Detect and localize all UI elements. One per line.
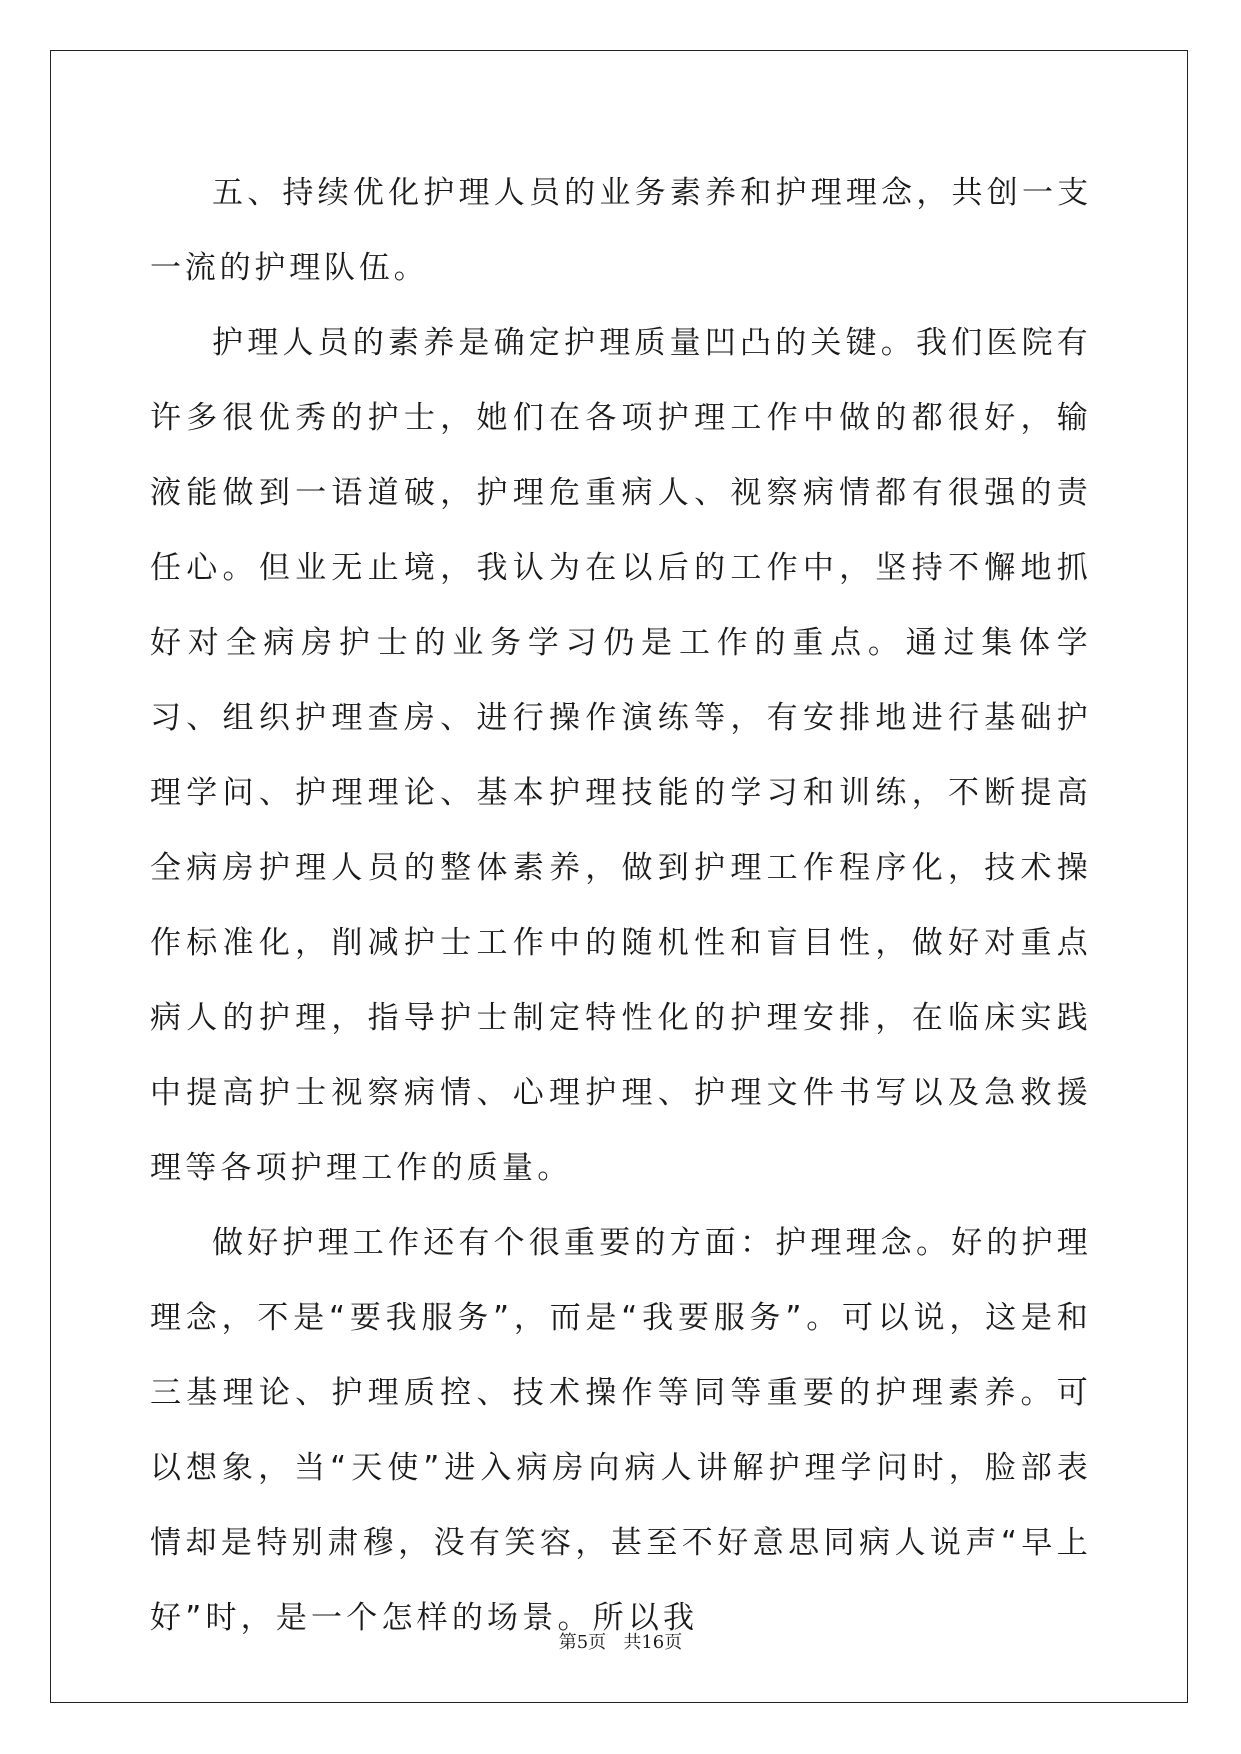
document-body — [150, 156, 1092, 1656]
footer-separator — [606, 1632, 623, 1653]
page-number: 第5页 — [558, 1632, 607, 1653]
page-total: 共16页 — [623, 1632, 683, 1653]
page-footer — [0, 1628, 1241, 1654]
body-paragraph-philosophy: 做好护理工作还有个很重要的方面：护理理念。好的护理理念，不是“要我服务”，而是“我要服务”。可以说，这是和三基理论、护理质控、技术操作等同等重要的护理素养。可以想象，当“天使”进入病房向病人讲解护理学问时，脸部表情却是特别肃穆，没有笑容，甚至不好意思同病人说声“早上好”时，是一个怎样的场景。所以我 — [150, 1225, 1092, 1636]
body-paragraph-quality: 护理人员的素养是确定护理质量凹凸的关键。我们医院有许多很优秀的护士，她们在各项护理工作中做的都很好，输液能做到一语道破，护理危重病人、视察病情都有很强的责任心。但业无止境，我认为在以后的工作中，坚持不懈地抓好对全病房护士的业务学习仍是工作的重点。通过集体学习、组织护理查房、进行操作演练等，有安排地进行基础护理学问、护理理论、基本护理技能的学习和训练，不断提高全病房护理人员的整体素养，做到护理工作程序化，技术操作标准化，削减护士工作中的随机性和盲目性，做好对重点病人的护理，指导护士制定特性化的护理安排，在临床实践中提高护士视察病情、心理护理、护理文件书写以及急救援理等各项护理工作的质量。 — [150, 325, 1092, 1186]
section-heading-paragraph: 五、持续优化护理人员的业务素养和护理理念，共创一支一流的护理队伍。 — [150, 175, 1092, 286]
